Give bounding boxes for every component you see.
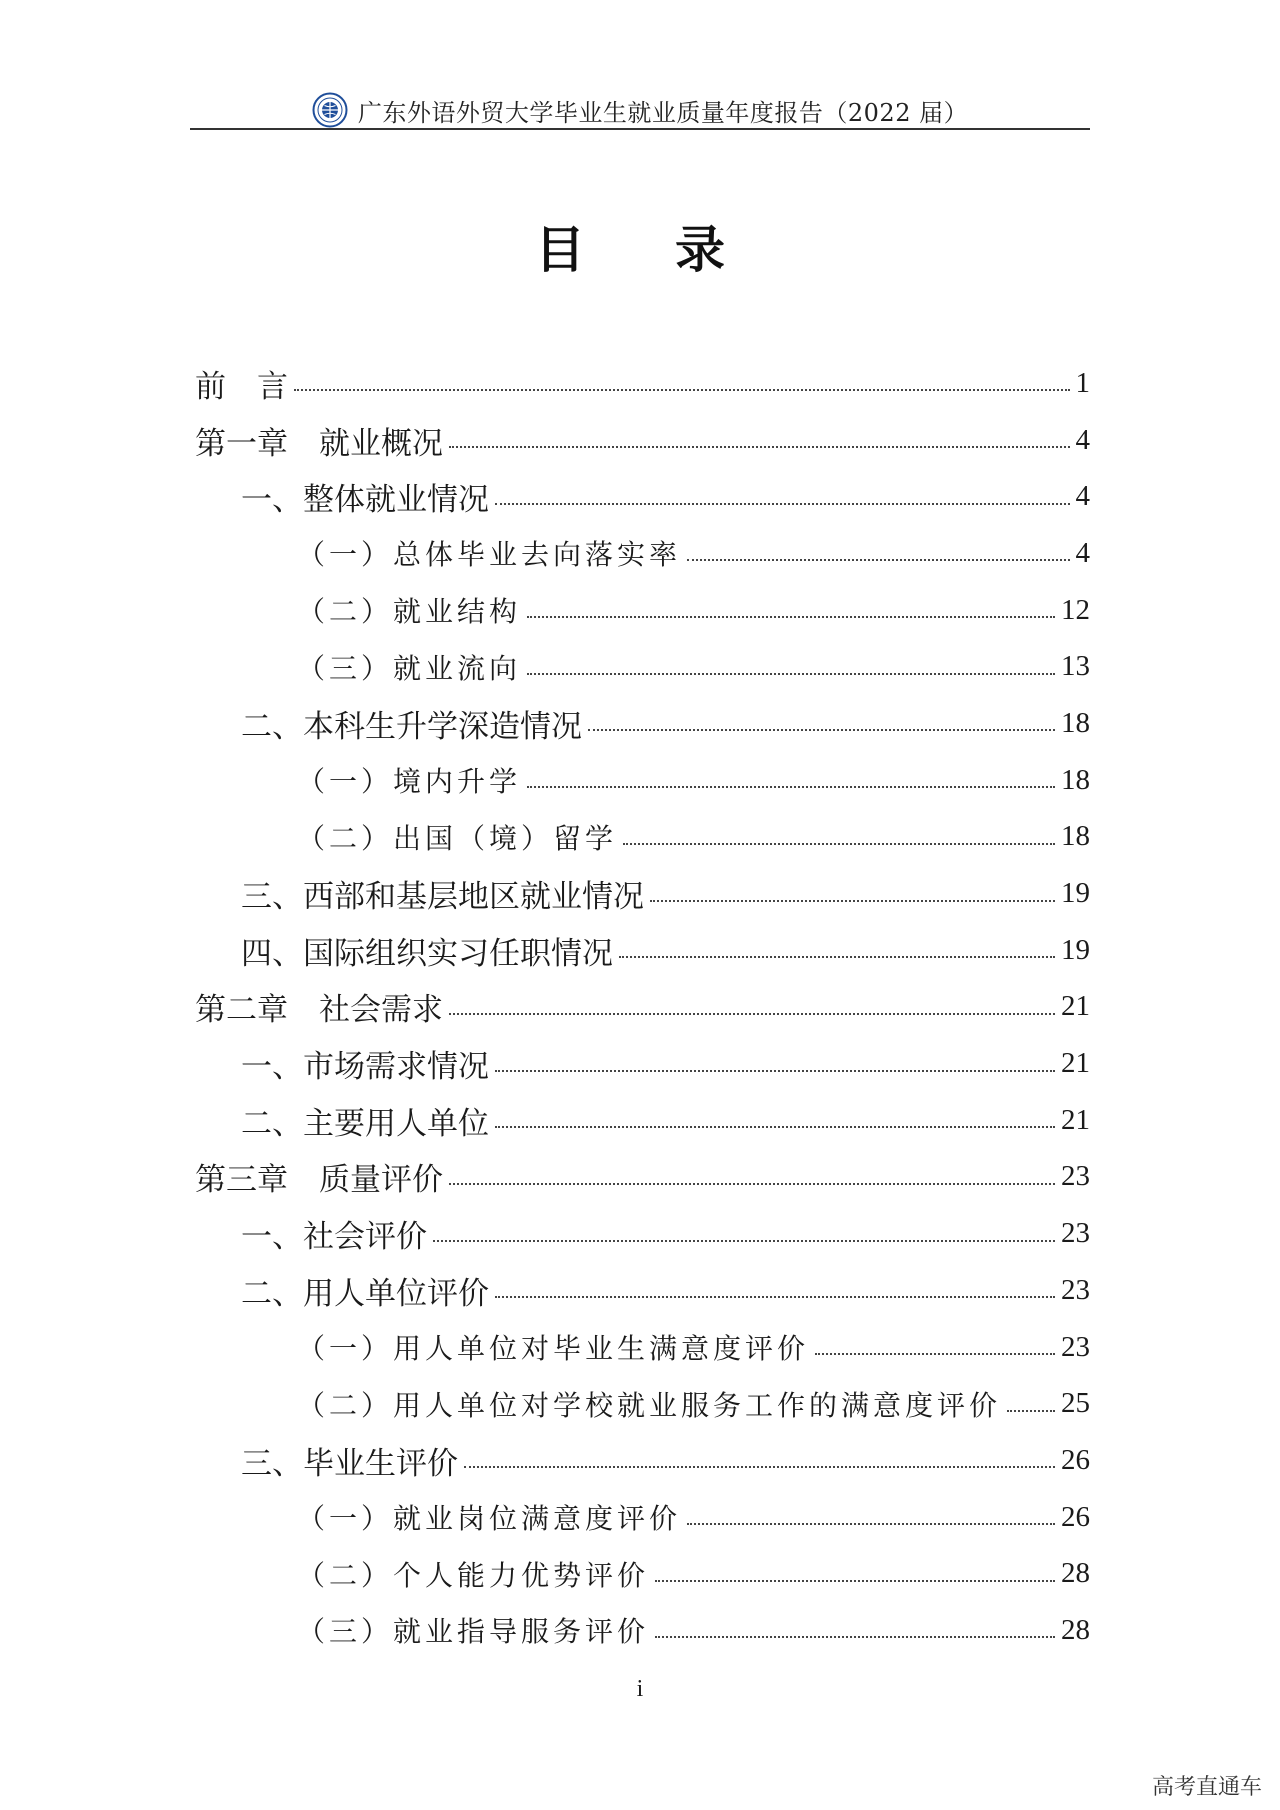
toc-entry-label: （一）境内升学 — [297, 765, 522, 799]
toc-leader — [527, 616, 1055, 618]
toc-entry-subsection[interactable] — [195, 1489, 1090, 1546]
toc-entry-chapter-3[interactable] — [195, 1149, 1090, 1206]
toc-leader — [1007, 1410, 1055, 1412]
toc-entry-subsection[interactable] — [195, 638, 1090, 695]
toc-leader — [433, 1240, 1055, 1242]
toc-page-number: 26 — [1061, 1443, 1090, 1476]
toc-entry-subsection[interactable] — [195, 1319, 1090, 1376]
toc-leader — [687, 1523, 1055, 1525]
toc-entry-label: 三、毕业生评价 — [241, 1445, 458, 1482]
toc-entry-section[interactable] — [195, 1432, 1090, 1489]
toc-leader — [527, 786, 1055, 788]
toc-entry-section[interactable] — [195, 1262, 1090, 1319]
toc-page-number: 23 — [1061, 1217, 1090, 1250]
toc-entry-section[interactable] — [195, 1092, 1090, 1149]
toc-page-number: 19 — [1061, 877, 1090, 910]
toc-page-number: 4 — [1075, 423, 1090, 456]
toc-leader — [495, 1070, 1055, 1072]
toc-entry-section[interactable] — [195, 1035, 1090, 1092]
toc-leader — [495, 1126, 1055, 1128]
toc-entry-label: 第三章 质量评价 — [195, 1162, 443, 1199]
toc-leader — [527, 673, 1055, 675]
toc-page-number: 28 — [1061, 1613, 1090, 1646]
header-rule — [190, 128, 1090, 130]
header-title: 广东外语外贸大学毕业生就业质量年度报告（2022 届） — [357, 98, 969, 127]
toc-entry-label: （三）就业流向 — [297, 651, 522, 685]
toc-entry-label: 一、市场需求情况 — [241, 1049, 489, 1086]
toc-entry-label: 三、西部和基层地区就业情况 — [241, 879, 644, 916]
toc-entry-label: （三）就业指导服务评价 — [297, 1615, 650, 1649]
toc-leader — [650, 900, 1055, 902]
toc-page-number: 21 — [1061, 1103, 1090, 1136]
toc-entry-subsection[interactable] — [195, 1602, 1090, 1659]
toc-entry-label: （二）就业结构 — [297, 595, 522, 629]
toc-leader — [623, 843, 1055, 845]
toc-entry-section[interactable] — [195, 865, 1090, 922]
toc-entry-label: 第一章 就业概况 — [195, 425, 443, 462]
toc-page-number: 25 — [1061, 1387, 1090, 1420]
toc-leader — [687, 559, 1069, 561]
toc-entry-subsection[interactable] — [195, 525, 1090, 582]
toc-entry-label: （二）出国（境）留学 — [297, 821, 618, 855]
university-emblem-icon — [312, 92, 348, 128]
toc-leader — [449, 1013, 1055, 1015]
toc-leader — [294, 389, 1070, 391]
toc-page-number: 18 — [1061, 763, 1090, 796]
toc-entry-label: （一）用人单位对毕业生满意度评价 — [297, 1332, 810, 1366]
page-number: i — [636, 1676, 644, 1702]
toc-entry-label: 前 言 — [195, 368, 288, 405]
toc-page-number: 21 — [1061, 1047, 1090, 1080]
toc-leader — [495, 1296, 1055, 1298]
running-header — [190, 88, 1090, 132]
toc-page-number: 28 — [1061, 1557, 1090, 1590]
toc-page-number: 12 — [1061, 593, 1090, 626]
toc-leader — [815, 1353, 1055, 1355]
toc-page-number: 18 — [1061, 706, 1090, 739]
toc-page-number: 23 — [1061, 1273, 1090, 1306]
toc-page-number: 26 — [1061, 1500, 1090, 1533]
toc-page-number: 4 — [1075, 480, 1090, 513]
watermark-text: 高考直通车 — [1151, 1775, 1262, 1800]
toc-page-number: 13 — [1061, 650, 1090, 683]
toc-entry-label: 四、国际组织实习任职情况 — [241, 935, 613, 972]
toc-entry-section[interactable] — [195, 468, 1090, 525]
toc-page-number: 18 — [1061, 820, 1090, 853]
toc-entry-label: 二、本科生升学深造情况 — [241, 708, 582, 745]
toc-leader — [655, 1580, 1055, 1582]
toc-entry-label: 一、整体就业情况 — [241, 482, 489, 519]
toc-leader — [619, 956, 1055, 958]
toc-entry-label: （二）用人单位对学校就业服务工作的满意度评价 — [297, 1388, 1002, 1422]
table-of-contents — [195, 355, 1090, 1659]
toc-page-number: 23 — [1061, 1330, 1090, 1363]
toc-leader — [495, 503, 1070, 505]
toc-leader — [464, 1466, 1055, 1468]
toc-page-number: 1 — [1075, 366, 1090, 399]
toc-entry-label: 二、用人单位评价 — [241, 1275, 489, 1312]
toc-entry-preface[interactable] — [195, 355, 1090, 412]
toc-entry-subsection[interactable] — [195, 582, 1090, 639]
toc-leader — [588, 729, 1055, 731]
toc-entry-section[interactable] — [195, 922, 1090, 979]
toc-page-number: 23 — [1061, 1160, 1090, 1193]
toc-page-number: 4 — [1075, 536, 1090, 569]
toc-entry-label: 二、主要用人单位 — [241, 1105, 489, 1142]
toc-page-number: 19 — [1061, 933, 1090, 966]
toc-leader — [449, 1183, 1055, 1185]
toc-entry-subsection[interactable] — [195, 1375, 1090, 1432]
toc-entry-subsection[interactable] — [195, 1545, 1090, 1602]
toc-leader — [655, 1636, 1055, 1638]
toc-entry-label: 第二章 社会需求 — [195, 992, 443, 1029]
toc-entry-label: （一）总体毕业去向落实率 — [297, 538, 682, 572]
toc-entry-label: （一）就业岗位满意度评价 — [297, 1502, 682, 1536]
toc-entry-label: 一、社会评价 — [241, 1219, 427, 1256]
toc-title: 目 录 — [535, 220, 745, 279]
toc-entry-label: （二）个人能力优势评价 — [297, 1558, 650, 1592]
toc-page-number: 21 — [1061, 990, 1090, 1023]
toc-entry-subsection[interactable] — [195, 809, 1090, 866]
toc-leader — [449, 446, 1070, 448]
toc-entry-section[interactable] — [195, 1205, 1090, 1262]
toc-entry-subsection[interactable] — [195, 752, 1090, 809]
toc-entry-section[interactable] — [195, 695, 1090, 752]
toc-entry-chapter-2[interactable] — [195, 979, 1090, 1036]
toc-entry-chapter-1[interactable] — [195, 412, 1090, 469]
